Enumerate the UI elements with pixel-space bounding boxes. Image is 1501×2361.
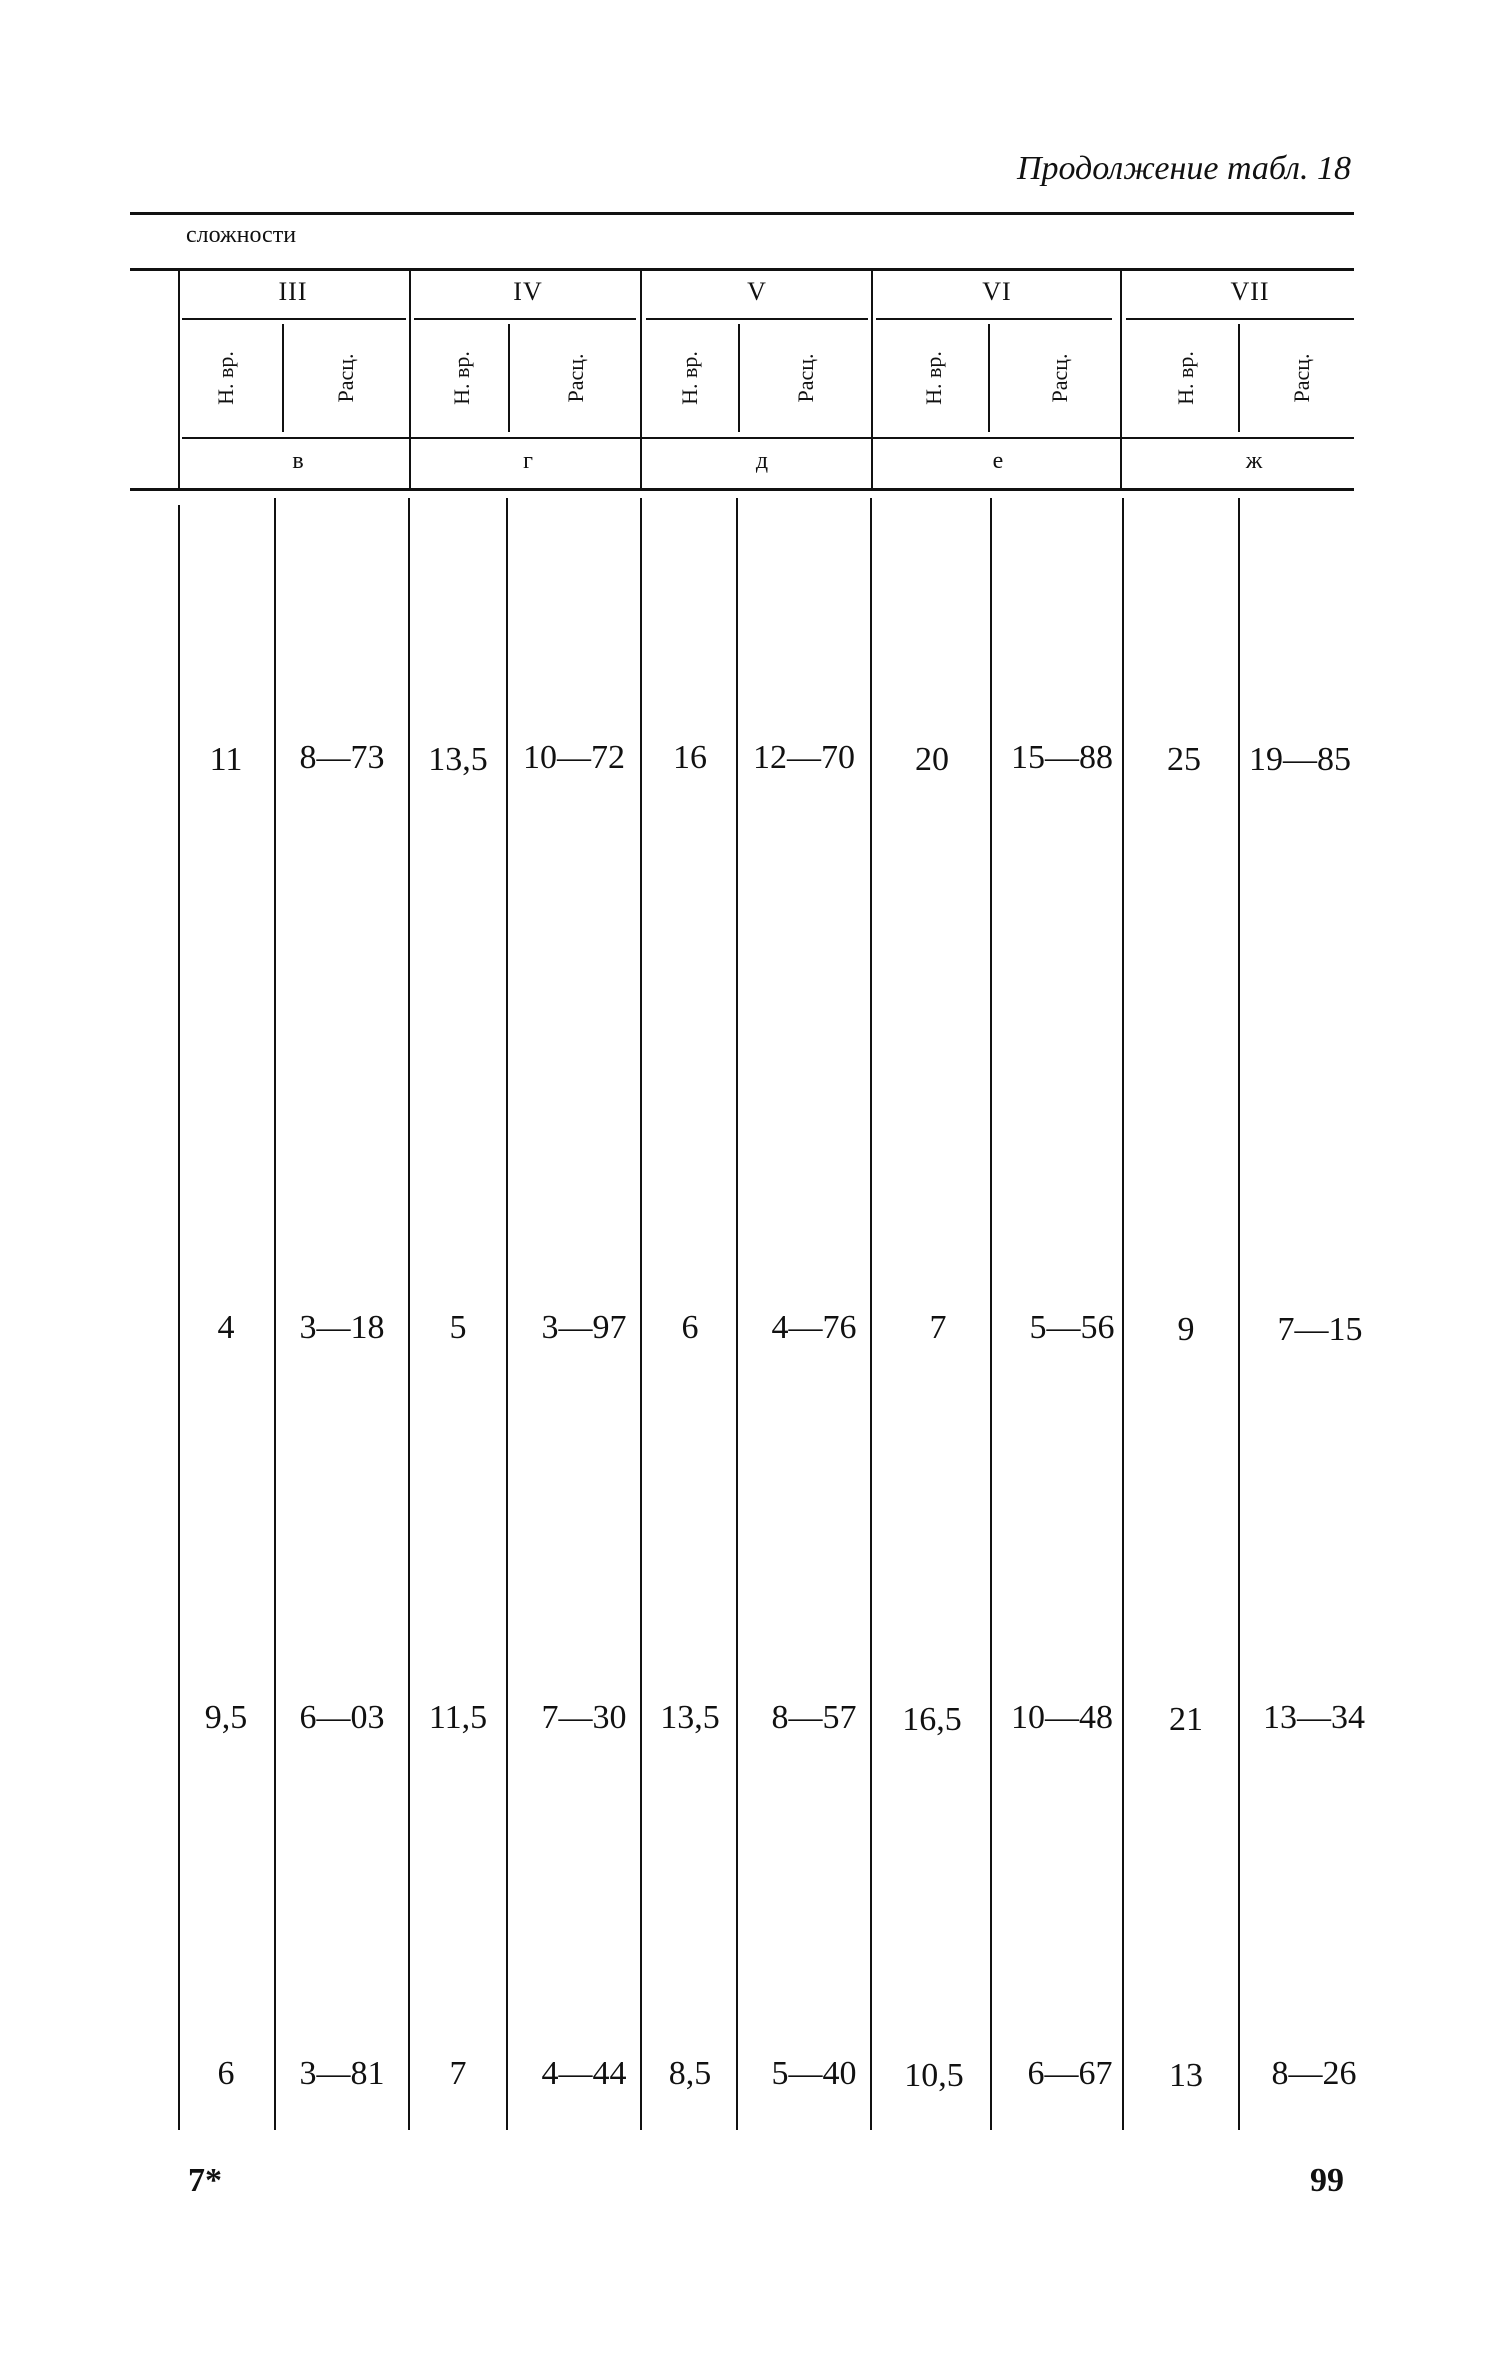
table-cell: 4—44	[541, 2055, 627, 2092]
header-rule-1	[130, 268, 1354, 271]
table-cell: 20	[915, 741, 949, 778]
subheader-divider	[1238, 324, 1240, 432]
table-continuation-title: Продолжение табл. 18	[1016, 150, 1351, 187]
column-line	[1238, 498, 1240, 2130]
table-cell: 6	[681, 1309, 699, 1346]
table-cell: 16	[673, 739, 707, 776]
column-line	[178, 505, 180, 2130]
table-cell: 7	[929, 1309, 947, 1346]
column-letter-zh: ж	[1245, 448, 1263, 474]
header-bottom-rule	[130, 488, 1354, 491]
subheader-divider	[508, 324, 510, 432]
table-cell: 5—56	[1029, 1309, 1115, 1346]
column-letter-e: е	[992, 448, 1004, 474]
table-cell: 6—67	[1027, 2055, 1113, 2092]
group-separator	[178, 270, 180, 488]
subheader-rate: Расц.	[333, 353, 358, 403]
table-cell: 3—81	[299, 2055, 385, 2092]
table-cell: 8—73	[299, 739, 385, 776]
table-cell: 7—15	[1277, 1311, 1363, 1348]
group-underline	[414, 318, 636, 320]
group-header-v: V	[747, 277, 767, 306]
table-cell: 13,5	[660, 1699, 720, 1736]
subheader-norm-time: Н. вр.	[213, 351, 238, 405]
group-separator	[409, 270, 411, 488]
table-cell: 5—40	[771, 2055, 857, 2092]
subheader-norm-time: Н. вр.	[921, 351, 946, 405]
column-line	[640, 498, 642, 2130]
table-cell: 25	[1167, 741, 1201, 778]
group-underline	[646, 318, 868, 320]
table-cell: 19—85	[1249, 741, 1351, 778]
table-cell: 4—76	[771, 1309, 857, 1346]
table-cell: 9,5	[204, 1699, 248, 1736]
table-cell: 12—70	[753, 739, 855, 776]
table-cell: 4	[217, 1309, 235, 1346]
column-line	[990, 498, 992, 2130]
table-cell: 13,5	[428, 741, 488, 778]
subheader-rate: Расц.	[563, 353, 588, 403]
subheader-norm-time: Н. вр.	[677, 351, 702, 405]
subheader-rate: Расц.	[1289, 353, 1314, 403]
column-line	[1122, 498, 1124, 2130]
table-cell: 7	[449, 2055, 467, 2092]
table-cell: 10,5	[904, 2057, 964, 2094]
group-underline	[182, 318, 406, 320]
subheader-rule	[182, 437, 1354, 439]
table-cell: 8—57	[771, 1699, 857, 1736]
table-cell: 3—97	[541, 1309, 627, 1346]
subheader-divider	[988, 324, 990, 432]
table-cell: 6	[217, 2055, 235, 2092]
top-rule	[130, 212, 1354, 215]
table-cell: 13	[1169, 2057, 1203, 2094]
column-line	[870, 498, 872, 2130]
table-cell: 6—03	[299, 1699, 385, 1736]
footer-signature-mark: 7*	[188, 2162, 222, 2199]
group-underline	[1126, 318, 1354, 320]
complexity-label: сложности	[186, 222, 297, 248]
table-cell: 21	[1169, 1701, 1203, 1738]
table-cell: 8—26	[1271, 2055, 1357, 2092]
subheader-divider	[738, 324, 740, 432]
subheader-norm-time: Н. вр.	[449, 351, 474, 405]
table-cell: 7—30	[541, 1699, 627, 1736]
column-line	[408, 498, 410, 2130]
group-header-iii: III	[278, 277, 308, 306]
page-number: 99	[1310, 2162, 1344, 2199]
table-cell: 11,5	[428, 1699, 488, 1736]
column-letter-g: г	[523, 448, 533, 474]
group-header-vi: VI	[982, 277, 1012, 306]
column-line	[506, 498, 508, 2130]
subheader-norm-time: Н. вр.	[1173, 351, 1198, 405]
group-header-vii: VII	[1230, 277, 1270, 306]
table-cell: 9	[1177, 1311, 1195, 1348]
column-letter-d: д	[755, 448, 769, 474]
group-separator	[640, 270, 642, 488]
group-underline	[876, 318, 1112, 320]
table-cell: 11	[209, 741, 243, 778]
subheader-rate: Расц.	[793, 353, 818, 403]
column-letter-v: в	[292, 448, 304, 474]
group-separator	[871, 270, 873, 488]
column-line	[736, 498, 738, 2130]
subheader-divider	[282, 324, 284, 432]
subheader-rate: Расц.	[1047, 353, 1072, 403]
table-cell: 5	[449, 1309, 467, 1346]
table-cell: 15—88	[1011, 739, 1113, 776]
column-line	[274, 498, 276, 2130]
table-cell: 16,5	[902, 1701, 962, 1738]
table-cell: 10—72	[523, 739, 625, 776]
table-cell: 13—34	[1263, 1699, 1365, 1736]
table-cell: 8,5	[668, 2055, 712, 2092]
group-header-iv: IV	[513, 277, 543, 306]
table-cell: 10—48	[1011, 1699, 1113, 1736]
group-separator	[1120, 270, 1122, 488]
table-cell: 3—18	[299, 1309, 385, 1346]
